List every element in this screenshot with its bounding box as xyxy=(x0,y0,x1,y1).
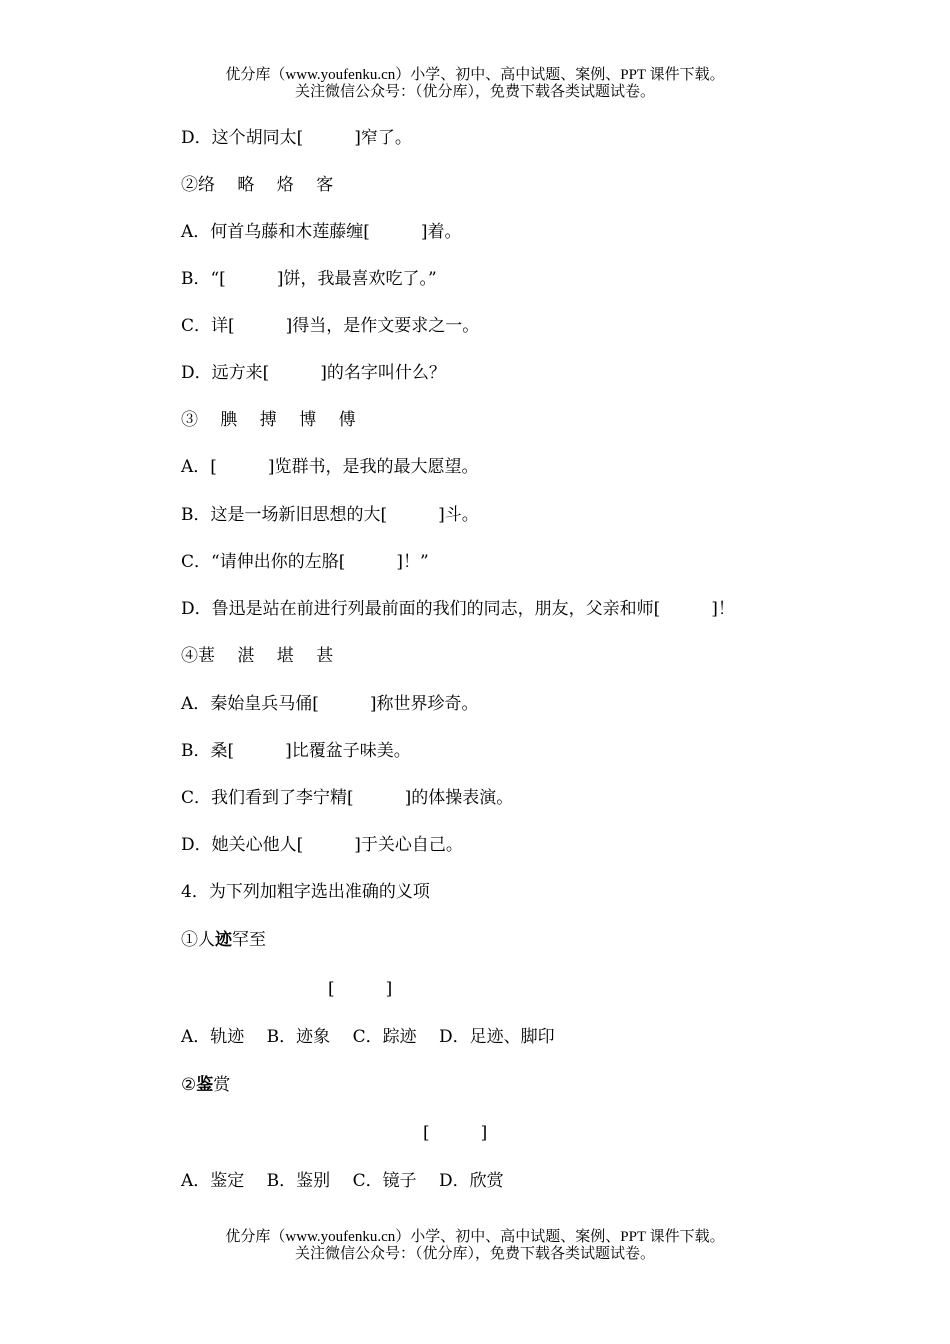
question-3-4-option-d: D．她关心他人[ ]于关心自己。 xyxy=(181,835,463,855)
header-line-2: 关注微信公众号：（优分库），免费下载各类试题试卷。 xyxy=(294,84,655,100)
page-header xyxy=(0,67,950,101)
stem-text: 罕至 xyxy=(232,930,266,950)
page-footer xyxy=(0,1229,950,1263)
question-3-3-option-a: A．[ ]览群书，是我的最大愿望。 xyxy=(181,457,479,477)
footer-line-1: 优分库（www.youfenku.cn）小学、初中、高中试题、案例、PPT 课件下载。 xyxy=(225,1229,725,1245)
question-3-1-option-d: D．这个胡同太[ ]窄了。 xyxy=(181,128,412,148)
header-line-1: 优分库（www.youfenku.cn）小学、初中、高中试题、案例、PPT 课件下载。 xyxy=(225,67,725,83)
question-3-2-option-c: C．详[ ]得当，是作文要求之一。 xyxy=(181,316,480,336)
bold-char: 迹 xyxy=(215,930,232,950)
question-3-4-option-b: B．桑[ ]比覆盆子味美。 xyxy=(181,741,411,761)
question-4-2-stem xyxy=(181,1074,230,1096)
bold-char: 鉴 xyxy=(196,1075,214,1095)
question-3-3-char-group: ③ 腆 搏 博 傅 xyxy=(181,410,356,430)
question-3-2-option-d: D．远方来[ ]的名字叫什么？ xyxy=(181,363,446,383)
question-3-4-option-a: A．秦始皇兵马俑[ ]称世界珍奇。 xyxy=(181,694,479,714)
question-3-3-option-b: B．这是一场新旧思想的大[ ]斗。 xyxy=(181,505,479,525)
question-3-2-option-b: B．“[ ]饼，我最喜欢吃了。” xyxy=(181,269,437,289)
answer-bracket: [ ] xyxy=(328,979,393,999)
question-3-2-option-a: A．何首乌藤和木莲藤缠[ ]着。 xyxy=(181,222,462,242)
stem-text: 赏 xyxy=(213,1075,231,1095)
question-3-3-option-d: D．鲁迅是站在前进行列最前面的我们的同志，朋友，父亲和师[ ]！ xyxy=(181,599,735,619)
question-4-1-stem xyxy=(181,929,266,951)
stem-text: ② xyxy=(181,1075,197,1095)
question-4-title: 4．为下列加粗字选出准确的义项 xyxy=(181,882,430,902)
question-4-1-options: A．轨迹 B．迹象 C．踪迹 D．足迹、脚印 xyxy=(181,1027,555,1047)
question-4-2-options: A．鉴定 B．鉴别 C．镜子 D．欣赏 xyxy=(181,1171,504,1191)
stem-text: ①人 xyxy=(181,930,215,950)
question-3-2-char-group: ②络 略 烙 客 xyxy=(181,175,334,195)
answer-bracket: [ ] xyxy=(423,1123,488,1143)
question-3-3-option-c: C．“请伸出你的左胳[ ]！” xyxy=(181,552,429,572)
question-3-4-char-group: ④葚 湛 堪 甚 xyxy=(181,646,334,666)
question-3-4-option-c: C．我们看到了李宁精[ ]的体操表演。 xyxy=(181,788,514,808)
footer-line-2: 关注微信公众号：（优分库），免费下载各类试题试卷。 xyxy=(294,1246,655,1262)
